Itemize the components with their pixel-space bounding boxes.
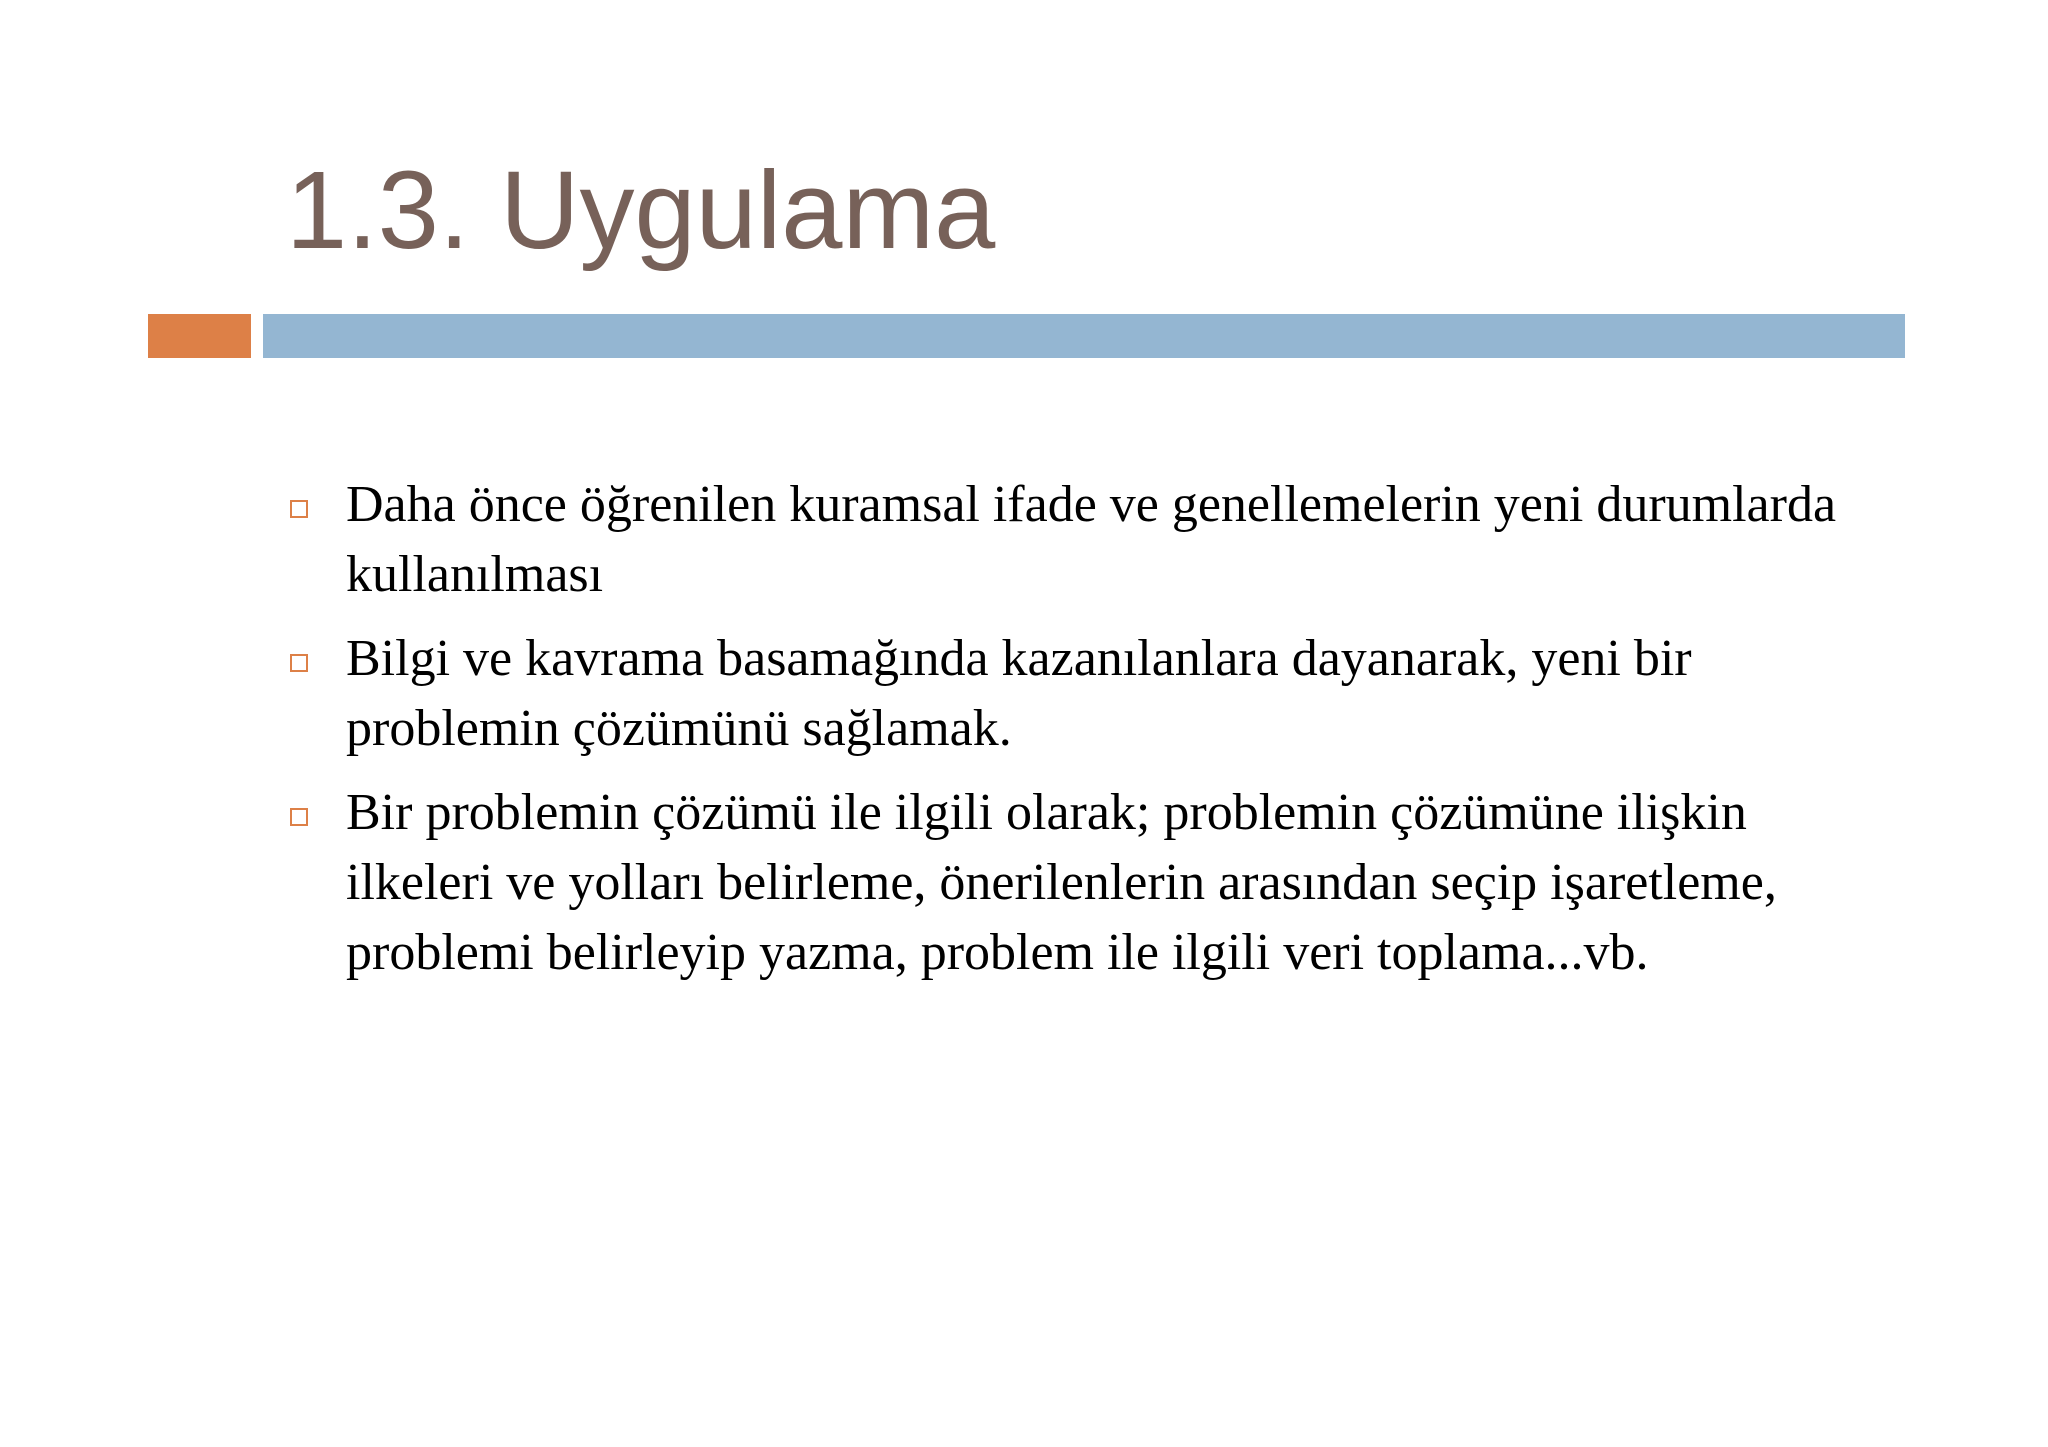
square-bullet-icon bbox=[290, 654, 308, 672]
bullet-text: Bir problemin çözümü ile ilgili olarak; problemin çözümüne ilişkin ilkeleri ve yolları belirleme, önerilenlerin arasından seçip işaretleme, problemi belirleyip yazma, problem ile ilgili veri toplama...vb. bbox=[346, 784, 1777, 981]
slide-title: 1.3. Uygulama bbox=[286, 149, 996, 272]
list-item bbox=[286, 778, 1846, 988]
square-bullet-icon bbox=[290, 500, 308, 518]
title-divider-bar bbox=[263, 314, 1905, 358]
square-bullet-icon bbox=[290, 808, 308, 826]
bullet-text: Daha önce öğrenilen kuramsal ifade ve genellemelerin yeni durumlarda kullanılması bbox=[346, 476, 1837, 603]
title-accent-bar bbox=[148, 314, 251, 358]
list-item bbox=[286, 624, 1846, 764]
bullet-list bbox=[286, 470, 1846, 1002]
bullet-text: Bilgi ve kavrama basamağında kazanılanlara dayanarak, yeni bir problemin çözümünü sağlamak. bbox=[346, 630, 1692, 757]
list-item bbox=[286, 470, 1846, 610]
